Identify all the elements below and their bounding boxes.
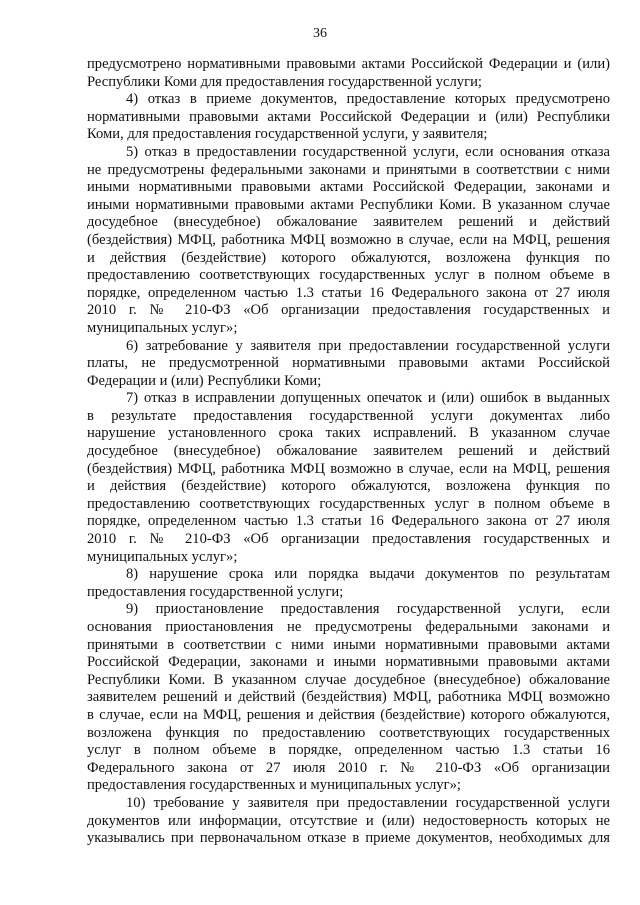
text-line: и действия (бездействие) которого обжалуются, возложена функция по xyxy=(87,249,610,266)
text-line: 9) приостановление предоставления государственной услуги, если xyxy=(126,601,610,618)
text-line: принятыми в соответствии с ними иными нормативными правовыми актами xyxy=(87,636,610,653)
text-line: указывались при первоначальном отказе в приеме документов, необходимых для xyxy=(87,830,610,847)
text-line: 8) нарушение срока или порядка выдачи документов по результатам xyxy=(126,566,610,583)
text-line: нарушение установленного срока таких исправлений. В указанном случае xyxy=(87,425,610,442)
text-line: предусмотрено нормативными правовыми актами Российской Федерации и (или) xyxy=(87,56,610,72)
text-line: в случае, если на МФЦ, решения и действия (бездействие) которого обжалуются, xyxy=(87,706,610,723)
text-line: Федерации и (или) Республики Коми; xyxy=(87,372,322,389)
text-line: 7) отказ в исправлении допущенных опечаток и (или) ошибок в выданных xyxy=(126,390,610,407)
text-line: Российской Федерации, законами и иными нормативными правовыми актами xyxy=(87,654,610,671)
text-line: предоставлению соответствующих государственных услуг в полном объеме в xyxy=(87,267,610,284)
text-line: 6) затребование у заявителя при предоставлении государственной услуги xyxy=(126,337,610,354)
text-line: заявителем решений и действий (бездействия) МФЦ, работника МФЦ возможно xyxy=(87,689,610,706)
text-line: 4) отказ в приеме документов, предоставление которых предусмотрено xyxy=(126,91,610,108)
text-line: предоставления государственных и муниципальных услуг»; xyxy=(87,777,461,794)
text-line: (бездействия) МФЦ, работника МФЦ возможно в случае, если на МФЦ, решения xyxy=(87,460,610,477)
text-line: муниципальных услуг»; xyxy=(87,319,238,336)
text-line: 2010 г. № 210-ФЗ «Об организации предоставления государственных и xyxy=(87,302,610,319)
text-line: иными нормативными правовыми актами Республики Коми. В указанном случае xyxy=(87,196,610,213)
text-line: предоставления государственной услуги; xyxy=(87,583,344,600)
document-body xyxy=(87,56,610,848)
text-line: возложена функция по предоставлению соответствующих государственных xyxy=(87,724,610,741)
text-line: Федерального закона от 27 июля 2010 г. № 210-ФЗ «Об организации xyxy=(87,759,610,776)
text-line: основания приостановления не предусмотрены федеральными законами и xyxy=(87,619,610,635)
text-line: 5) отказ в предоставлении государственной услуги, если основания отказа xyxy=(126,143,610,160)
page-number: 36 xyxy=(313,26,327,41)
text-line: не предусмотрены федеральными законами и принятыми в соответствии с ними xyxy=(87,161,610,178)
text-line: 10) требование у заявителя при предоставлении государственной услуги xyxy=(126,794,610,811)
text-line: порядке, определенном частью 1.3 статьи 16 Федерального закона от 27 июля xyxy=(87,513,610,530)
text-line: муниципальных услуг»; xyxy=(87,548,238,565)
text-line: Коми, для предоставления государственной услуги, у заявителя; xyxy=(87,126,488,143)
text-line: предоставлению соответствующих государственных услуг в полном объеме в xyxy=(87,495,610,512)
text-line: досудебное (внесудебное) обжалование заявителем решений и действий xyxy=(87,214,610,231)
text-line: (бездействия) МФЦ, работника МФЦ возможно в случае, если на МФЦ, решения xyxy=(87,231,610,248)
text-line: досудебное (внесудебное) обжалование заявителем решений и действий xyxy=(87,443,610,460)
text-line: в результате предоставления государственной услуги документах либо xyxy=(87,407,610,424)
text-line: иными нормативными правовыми актами Российской Федерации, законами и xyxy=(87,179,610,196)
text-line: нормативными правовыми актами Российской Федерации и (или) Республики xyxy=(87,108,610,125)
text-line: услуг в полном объеме в порядке, определенном частью 1.3 статьи 16 xyxy=(87,742,610,759)
text-line: платы, не предусмотренной нормативными правовыми актами Российской xyxy=(87,355,610,372)
text-line: порядке, определенном частью 1.3 статьи 16 Федерального закона от 27 июля xyxy=(87,284,610,301)
text-line: и действия (бездействие) которого обжалуются, возложена функция по xyxy=(87,478,610,495)
text-line: документов или информации, отсутствие и (или) недостоверность которых не xyxy=(87,812,610,829)
text-line: Республики Коми для предоставления государственной услуги; xyxy=(87,73,482,90)
text-line: Республики Коми. В указанном случае досудебное (внесудебное) обжалование xyxy=(87,671,610,688)
text-line: 2010 г. № 210-ФЗ «Об организации предоставления государственных и xyxy=(87,531,610,548)
